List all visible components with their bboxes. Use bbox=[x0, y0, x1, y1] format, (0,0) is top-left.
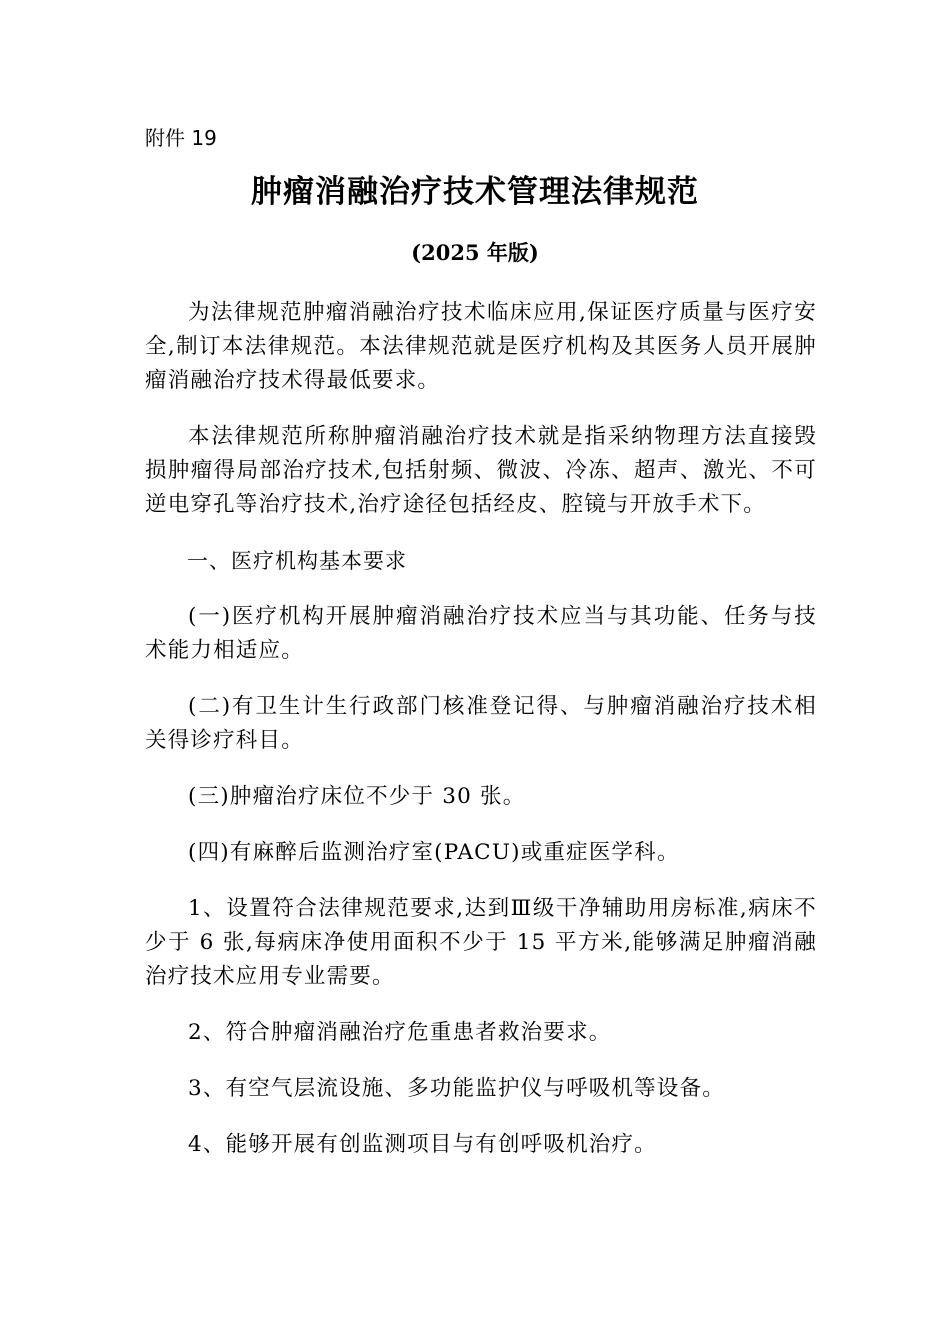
requirement-item: (四)有麻醉后监测治疗室(PACU)或重症医学科。 bbox=[188, 840, 680, 865]
annex-label: 附件 19 bbox=[145, 126, 217, 150]
edition-label: (2025 年版) bbox=[411, 240, 539, 265]
requirement-item: (一)医疗机构开展肿瘤消融治疗技术应当与其功能、任务与技术能力相适应。 bbox=[145, 604, 817, 663]
document-title: 肿瘤消融治疗技术管理法律规范 bbox=[251, 174, 699, 210]
requirement-subitem: 4、能够开展有创监测项目与有创呼吸机治疗。 bbox=[188, 1132, 657, 1157]
section-heading: 一、医疗机构基本要求 bbox=[187, 549, 407, 573]
requirement-item: (三)肿瘤治疗床位不少于 30 张。 bbox=[188, 784, 526, 809]
intro-paragraph: 为法律规范肿瘤消融治疗技术临床应用,保证医疗质量与医疗安全,制订本法律规范。本法律规范就是医疗机构及其医务人员开展肿瘤消融治疗技术得最低要求。 bbox=[145, 300, 817, 393]
requirement-subitem: 2、符合肿瘤消融治疗危重患者救治要求。 bbox=[188, 1020, 612, 1045]
requirement-subitem: 1、设置符合法律规范要求,达到Ⅲ级干净辅助用房标准,病床不少于 6 张,每病床净使用面积不少于 15 平方米,能够满足肿瘤消融治疗技术应用专业需要。 bbox=[145, 896, 817, 989]
definition-paragraph: 本法律规范所称肿瘤消融治疗技术就是指采纳物理方法直接毁损肿瘤得局部治疗技术,包括射频、微波、冷冻、超声、激光、不可逆电穿孔等治疗技术,治疗途径包括经皮、腔镜与开放手术下。 bbox=[145, 424, 817, 517]
requirement-subitem: 3、有空气层流设施、多功能监护仪与呼吸机等设备。 bbox=[188, 1076, 725, 1101]
requirement-item: (二)有卫生计生行政部门核准登记得、与肿瘤消融治疗技术相关得诊疗科目。 bbox=[145, 694, 817, 753]
document-body bbox=[145, 296, 817, 1184]
